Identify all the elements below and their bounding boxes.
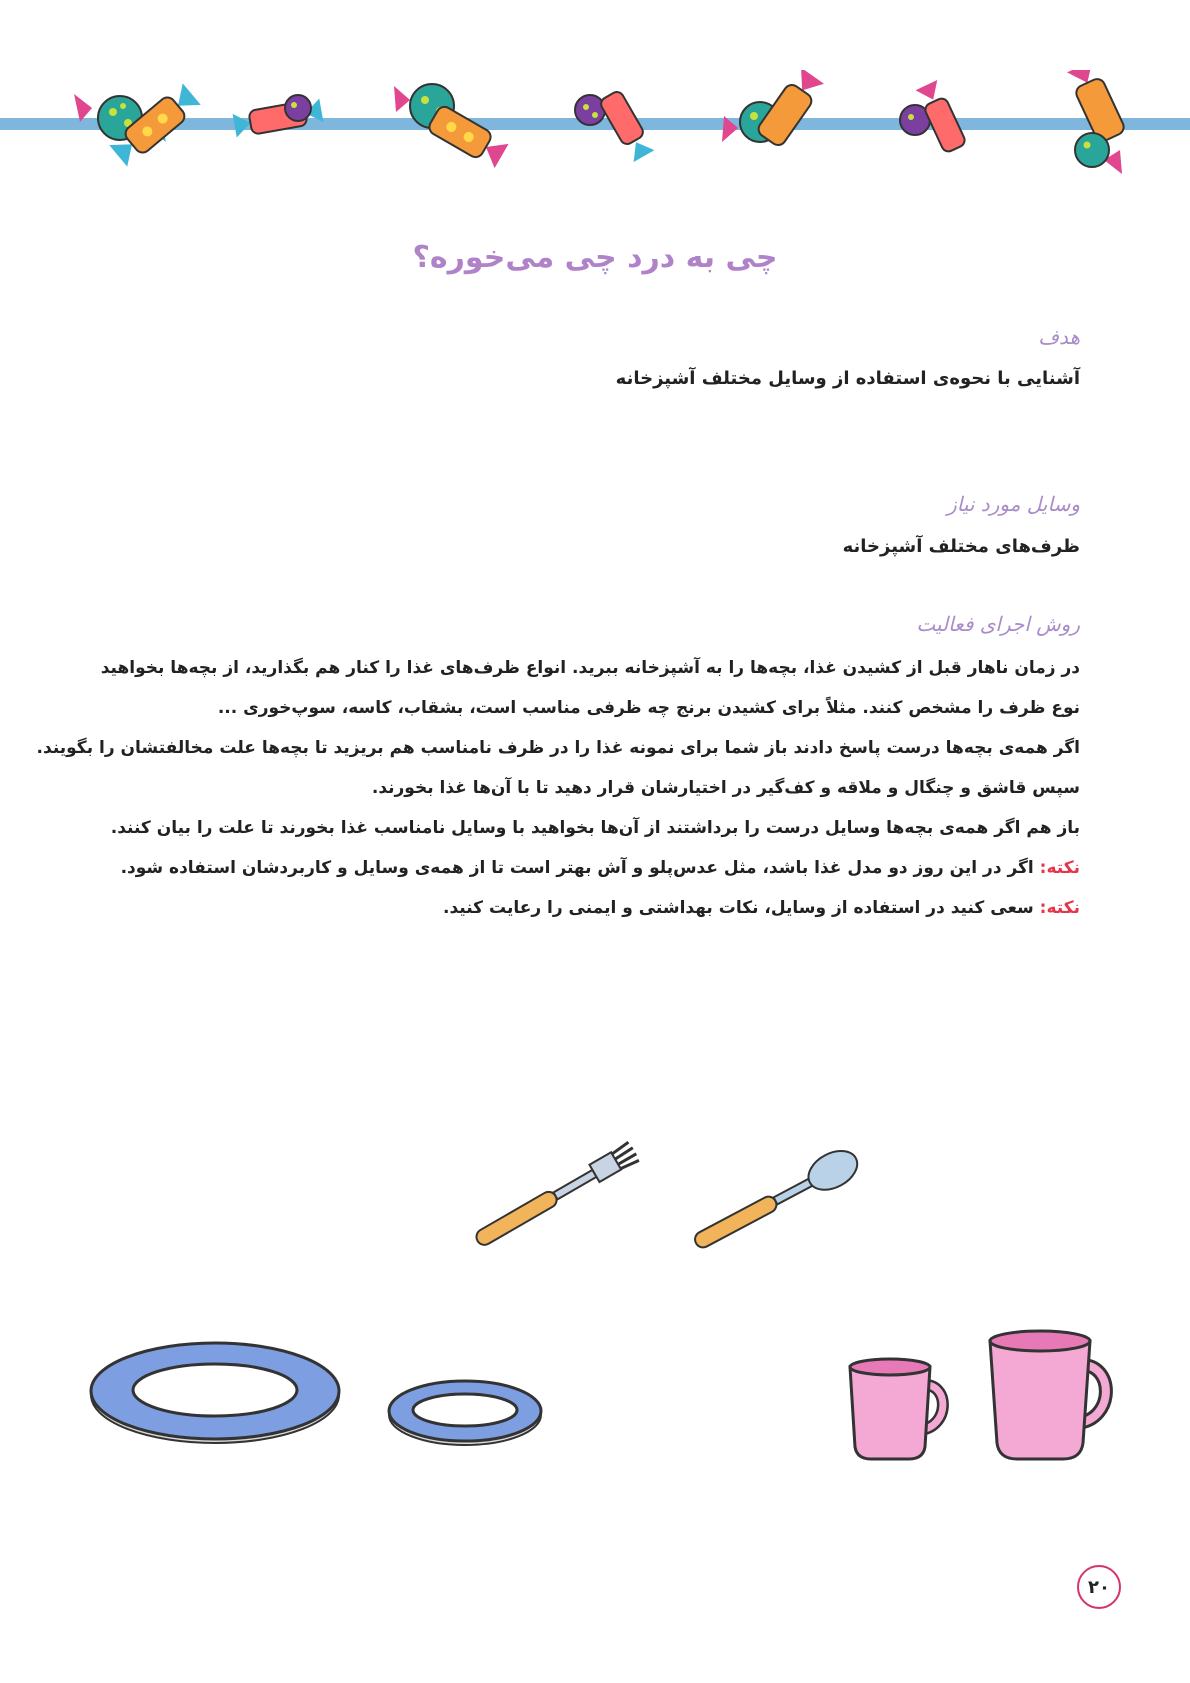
note-label: نکته: [1039,898,1080,918]
note-text: اگر در این روز دو مدل غذا باشد، مثل عدس‌پلو و آش بهتر است تا از همه‌ی وسایل و کاربردشان استفاده شود. [120,858,1040,878]
spoon-icon [680,1145,870,1255]
method-heading: روش اجرای فعالیت [916,612,1080,636]
candy-icon [575,95,605,125]
method-line: در زمان ناهار قبل از کشیدن غذا، بچه‌ها را به آشپزخانه ببرید. انواع ظرف‌های غذا را کنار هم بگذارید، از بچه‌ها بخواهید [100,658,1080,678]
candy-icon [427,104,510,169]
candy-ribbon-banner [0,70,1190,180]
cup-icon [985,1325,1115,1465]
note-line [115,888,1080,928]
goal-heading: هدف [1038,325,1080,349]
method-line: باز هم اگر همه‌ی بچه‌ها وسایل درست را برداشتند از آن‌ها بخواهید با وسایل نامناسب غذا بخورند تا علت را بیان کنند. [110,818,1080,838]
goal-text: آشنایی با نحوه‌ی استفاده از وسایل مختلف آشپزخانه [615,368,1080,389]
candy-icon [285,95,311,121]
plate-icon [385,1375,545,1450]
note-line [115,848,1080,888]
method-line: سپس قاشق و چنگال و ملاقه و کف‌گیر در اختیارشان قرار دهید تا با آن‌ها غذا بخورند. [371,778,1080,798]
method-paragraph [36,648,1080,928]
materials-heading: وسایل مورد نیاز [947,492,1080,516]
note-label: نکته: [1039,858,1080,878]
page-title: چی به درد چی می‌خوره؟ [412,240,778,275]
candy-icon [1075,133,1122,174]
method-line: نوع ظرف را مشخص کنند. مثلاً برای کشیدن برنج چه ظرفی مناسب است، بشقاب، کاسه، سوپ‌خوری ... [217,698,1080,718]
note-text: سعی کنید در استفاده از وسایل، نکات بهداشتی و ایمنی را رعایت کنید. [442,898,1040,918]
cup-icon [845,1355,950,1465]
page-number: ۲۰ [1077,1565,1121,1609]
materials-text: ظرف‌های مختلف آشپزخانه [842,536,1080,557]
fork-icon [460,1140,650,1250]
method-line: اگر همه‌ی بچه‌ها درست پاسخ دادند باز شما برای نمونه غذا را در ظرف نامناسب هم بریزید تا بچه‌ها علت مخالفتشان را بگویند. [36,738,1080,758]
plate-icon [85,1335,345,1450]
